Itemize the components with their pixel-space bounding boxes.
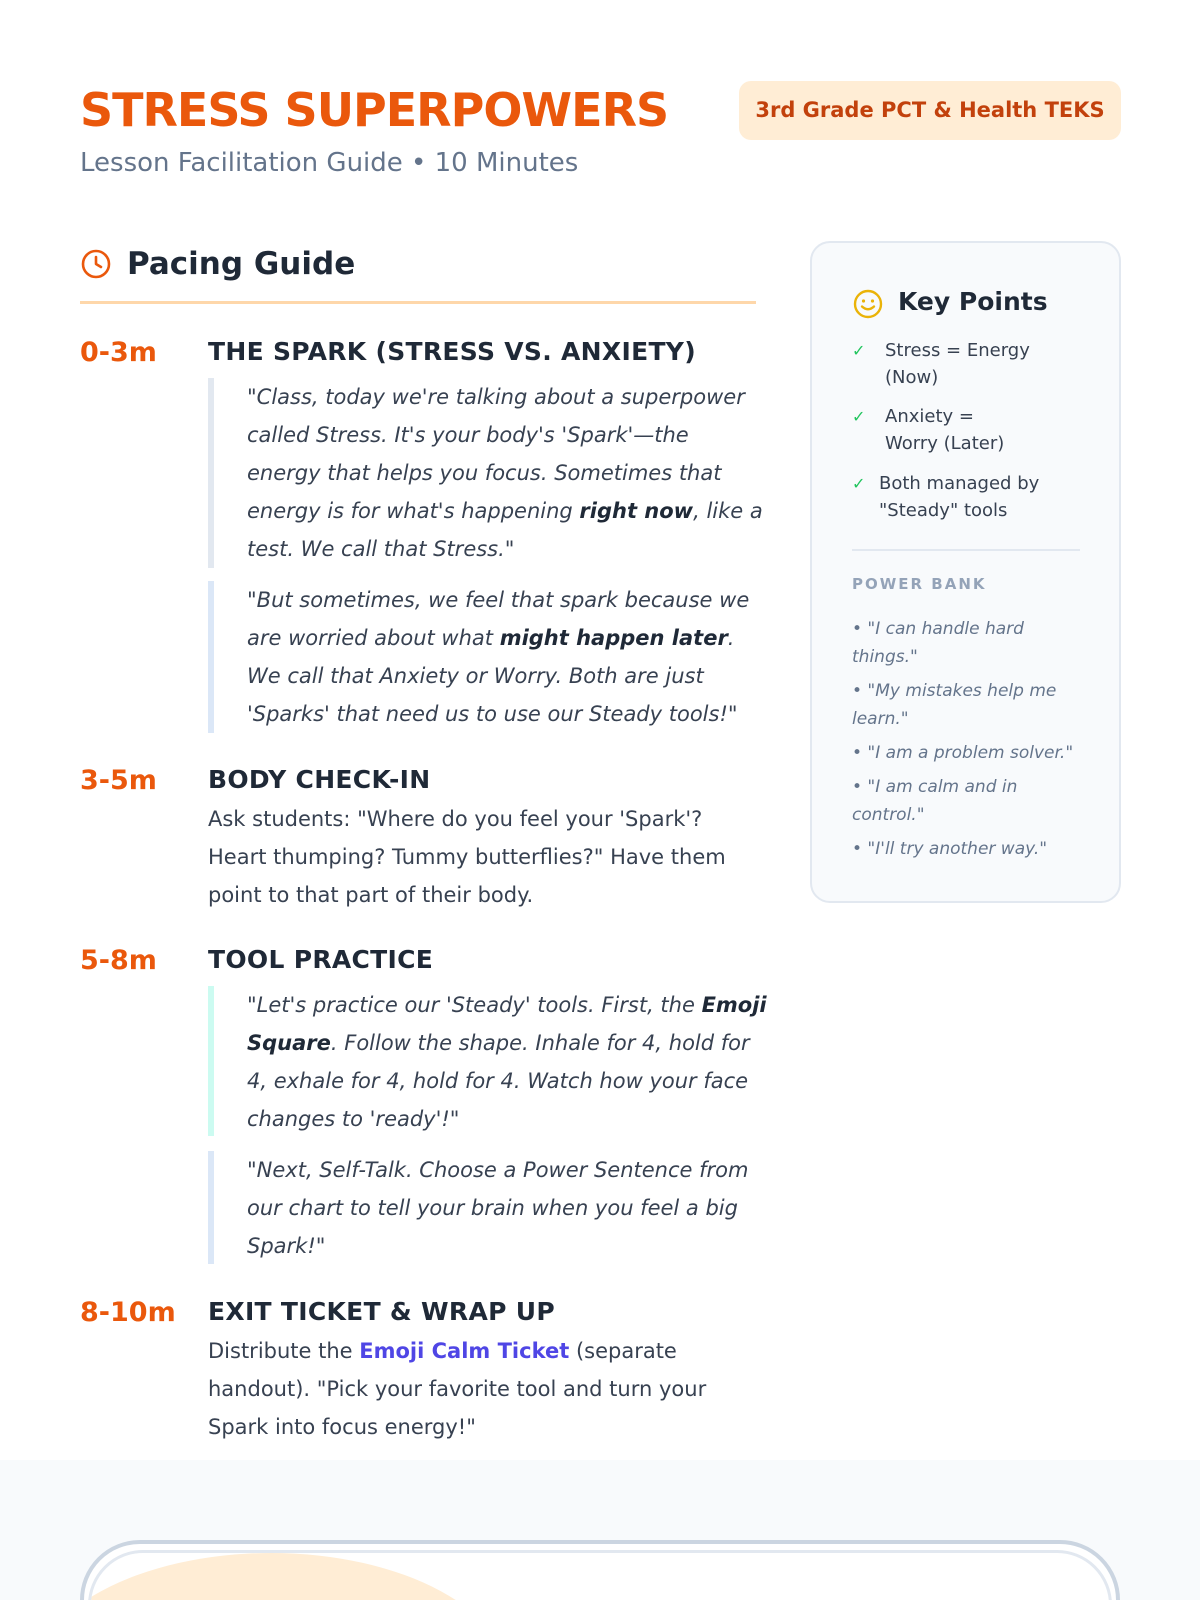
power-bank-item: • "I am calm and in control." bbox=[852, 777, 1018, 825]
step-time: 8-10m bbox=[80, 1297, 176, 1328]
key-point-text: Both managed by "Steady" tools bbox=[879, 473, 1040, 521]
check-icon: ✓ bbox=[852, 474, 866, 493]
clock-icon bbox=[80, 248, 112, 280]
step-body bbox=[208, 1332, 718, 1446]
quote-text: "But sometimes, we feel that spark because we are worried about what bbox=[247, 588, 750, 650]
key-point-item bbox=[852, 337, 1092, 391]
grade-badge: 3rd Grade PCT & Health TEKS bbox=[739, 81, 1121, 140]
smile-icon bbox=[852, 288, 884, 320]
script-quote bbox=[208, 986, 768, 1136]
key-point-item bbox=[852, 403, 1092, 457]
step-time: 0-3m bbox=[80, 337, 157, 368]
quote-emphasis: might happen later bbox=[499, 626, 728, 650]
power-bank-item: • "I'll try another way." bbox=[852, 839, 1048, 859]
quote-emphasis: right now bbox=[579, 499, 694, 523]
decorative-blob bbox=[88, 1553, 511, 1600]
quote-text: "Next, Self-Talk. Choose a Power Sentence from our chart to tell your brain when you feel a big Spark!" bbox=[247, 1158, 749, 1258]
pacing-guide-title: Pacing Guide bbox=[127, 246, 356, 282]
body-text: Distribute the bbox=[208, 1339, 360, 1363]
key-points-card bbox=[810, 241, 1121, 903]
script-quote bbox=[208, 581, 768, 733]
script-quote bbox=[208, 378, 768, 568]
key-point-text: Anxiety = Worry (Later) bbox=[885, 406, 1005, 454]
card-divider bbox=[852, 549, 1080, 551]
page-subtitle: Lesson Facilitation Guide • 10 Minutes bbox=[80, 148, 579, 178]
quote-emphasis: Emoji Square bbox=[247, 993, 767, 1055]
power-bank-item: • "I am a problem solver." bbox=[852, 743, 1074, 763]
power-bank-label: POWER BANK bbox=[852, 575, 987, 593]
key-points-title: Key Points bbox=[898, 287, 1048, 316]
step-title: EXIT TICKET & WRAP UP bbox=[208, 1297, 555, 1326]
emoji-calm-ticket-link[interactable]: Emoji Calm Ticket bbox=[359, 1339, 570, 1363]
quote-text: . We call that Anxiety or Worry. Both are just 'Sparks' that need us to use our Steady tools!" bbox=[247, 626, 738, 726]
check-icon: ✓ bbox=[852, 407, 866, 426]
quote-text: "Class, today we're talking about a superpower called Stress. It's your body's 'Spark'—the energy that helps you focus. Sometimes that energy is for what's happening bbox=[247, 385, 745, 523]
key-point-item bbox=[852, 470, 1092, 524]
power-bank-item: • "I can handle hard things." bbox=[852, 619, 1024, 667]
page-title: STRESS SUPERPOWERS bbox=[80, 83, 669, 137]
quote-text: . Follow the shape. Inhale for 4, hold for 4, exhale for 4, hold for 4. Watch how your face changes to 'ready'!" bbox=[247, 1031, 750, 1131]
step-body: Ask students: "Where do you feel your 'Spark'? Heart thumping? Tummy butterflies?" Have them point to that part of their body. bbox=[208, 807, 726, 907]
step-title: BODY CHECK-IN bbox=[208, 765, 431, 794]
ticket-frame-inner bbox=[88, 1550, 1112, 1600]
check-icon: ✓ bbox=[852, 341, 866, 360]
script-quote bbox=[208, 1151, 768, 1264]
body-text: (separate handout). "Pick your favorite tool and turn your Spark into focus energy!" bbox=[208, 1339, 707, 1439]
quote-text: , like a test. We call that Stress." bbox=[247, 499, 763, 561]
quote-text: "Let's practice our 'Steady' tools. First, the bbox=[247, 993, 702, 1017]
step-title: THE SPARK (STRESS VS. ANXIETY) bbox=[208, 337, 696, 366]
pacing-guide-header bbox=[80, 242, 756, 304]
step-title: TOOL PRACTICE bbox=[208, 945, 434, 974]
key-point-text: Stress = Energy (Now) bbox=[885, 340, 1030, 388]
step-time: 3-5m bbox=[80, 765, 157, 796]
step-time: 5-8m bbox=[80, 945, 157, 976]
power-bank-item: • "My mistakes help me learn." bbox=[852, 681, 1057, 729]
